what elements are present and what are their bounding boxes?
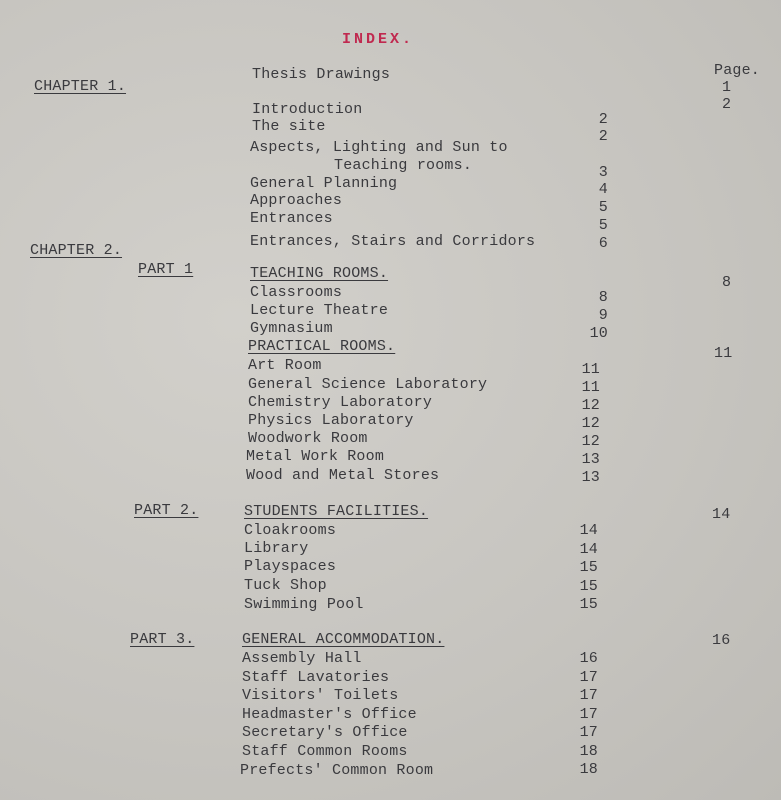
accommodation-item-staff-common-rooms: Staff Common Rooms — [242, 743, 408, 760]
students-facilities-page: 14 — [712, 506, 731, 523]
practical-item-stores: Wood and Metal Stores — [246, 467, 440, 484]
practical-rooms-page: 11 — [714, 345, 733, 362]
teaching-item-lecture-theatre-page: 9 — [598, 307, 608, 324]
accommodation-item-staff-lavatories: Staff Lavatories — [242, 669, 390, 686]
students-facilities-heading: STUDENTS FACILITIES. — [244, 503, 429, 520]
chapter-1-item-entrances-page: 5 — [598, 217, 608, 234]
chapter-1-item-introduction: Introduction — [252, 101, 363, 118]
chapter-1-item-entrances: Entrances — [250, 210, 333, 227]
accommodation-item-staff-lavatories-page: 17 — [579, 669, 598, 686]
practical-item-physics-page: 12 — [581, 415, 600, 432]
chapter-1-item-teaching-rooms: Teaching rooms. — [334, 157, 473, 174]
chapter-1-item-stairs-corridors-page: 6 — [598, 235, 608, 252]
thesis-drawings-page: 1 — [722, 79, 732, 96]
chapter-1-label: CHAPTER 1. — [34, 78, 127, 95]
accommodation-item-headmasters-office-page: 17 — [579, 706, 598, 723]
accommodation-item-secretarys-office-page: 17 — [579, 724, 598, 741]
chapter-1-item-approaches-page: 5 — [598, 199, 608, 216]
teaching-rooms-heading: TEACHING ROOMS. — [250, 265, 389, 282]
chapter-1-item-approaches: Approaches — [250, 192, 343, 209]
chapter-1-item-general-planning-page: 4 — [598, 181, 608, 198]
practical-item-metal-work: Metal Work Room — [246, 448, 385, 465]
accommodation-item-assembly-hall: Assembly Hall — [242, 650, 362, 667]
facilities-item-tuck-shop: Tuck Shop — [244, 577, 327, 594]
index-title: INDEX. — [342, 31, 415, 48]
practical-item-general-science: General Science Laboratory — [248, 376, 488, 393]
chapter-1-item-site-page: 2 — [598, 111, 608, 128]
chapter-1-item-aspects-page: 2 — [598, 128, 608, 145]
facilities-item-cloakrooms: Cloakrooms — [244, 522, 337, 539]
chapter-1-page: 2 — [722, 96, 732, 113]
practical-item-chemistry: Chemistry Laboratory — [248, 394, 433, 411]
chapter-1-item-stairs-corridors: Entrances, Stairs and Corridors — [250, 233, 536, 250]
facilities-item-library-page: 14 — [579, 541, 598, 558]
accommodation-item-assembly-hall-page: 16 — [579, 650, 598, 667]
general-accommodation-heading: GENERAL ACCOMMODATION. — [242, 631, 445, 648]
practical-rooms-heading: PRACTICAL ROOMS. — [248, 338, 396, 355]
accommodation-item-visitors-toilets: Visitors' Toilets — [242, 687, 399, 704]
chapter-2-label: CHAPTER 2. — [30, 242, 123, 259]
facilities-item-swimming-pool-page: 15 — [579, 596, 598, 613]
practical-item-woodwork-page: 12 — [581, 433, 600, 450]
practical-item-woodwork: Woodwork Room — [248, 430, 368, 447]
facilities-item-library: Library — [244, 540, 309, 557]
chapter-1-item-general-planning: General Planning — [250, 175, 398, 192]
accommodation-item-prefects-common-room-page: 18 — [579, 761, 598, 778]
page-column-header: Page. — [714, 62, 761, 79]
accommodation-item-prefects-common-room: Prefects' Common Room — [240, 762, 434, 779]
practical-item-general-science-page: 11 — [581, 379, 600, 396]
practical-item-chemistry-page: 12 — [581, 397, 600, 414]
accommodation-item-headmasters-office: Headmaster's Office — [242, 706, 417, 723]
practical-item-physics: Physics Laboratory — [248, 412, 414, 429]
teaching-item-gymnasium: Gymnasium — [250, 320, 333, 337]
practical-item-art-room-page: 11 — [581, 361, 600, 378]
facilities-item-playspaces: Playspaces — [244, 558, 337, 575]
chapter-1-item-teaching-rooms-page: 3 — [598, 164, 608, 181]
chapter-1-item-aspects: Aspects, Lighting and Sun to — [250, 139, 508, 156]
part-2-label: PART 2. — [134, 502, 199, 519]
facilities-item-swimming-pool: Swimming Pool — [244, 596, 364, 613]
teaching-item-classrooms-page: 8 — [598, 289, 608, 306]
teaching-item-lecture-theatre: Lecture Theatre — [250, 302, 389, 319]
accommodation-item-secretarys-office: Secretary's Office — [242, 724, 408, 741]
practical-item-stores-page: 13 — [581, 469, 600, 486]
chapter-1-item-site: The site — [252, 118, 326, 135]
accommodation-item-staff-common-rooms-page: 18 — [579, 743, 598, 760]
practical-item-art-room: Art Room — [248, 357, 322, 374]
accommodation-item-visitors-toilets-page: 17 — [579, 687, 598, 704]
teaching-item-classrooms: Classrooms — [250, 284, 343, 301]
facilities-item-playspaces-page: 15 — [579, 559, 598, 576]
practical-item-metal-work-page: 13 — [581, 451, 600, 468]
part-3-label: PART 3. — [130, 631, 195, 648]
facilities-item-tuck-shop-page: 15 — [579, 578, 598, 595]
teaching-item-gymnasium-page: 10 — [589, 325, 608, 342]
teaching-rooms-page: 8 — [722, 274, 732, 291]
thesis-drawings-label: Thesis Drawings — [252, 66, 391, 83]
part-1-label: PART 1 — [138, 261, 194, 278]
general-accommodation-page: 16 — [712, 632, 731, 649]
facilities-item-cloakrooms-page: 14 — [579, 522, 598, 539]
